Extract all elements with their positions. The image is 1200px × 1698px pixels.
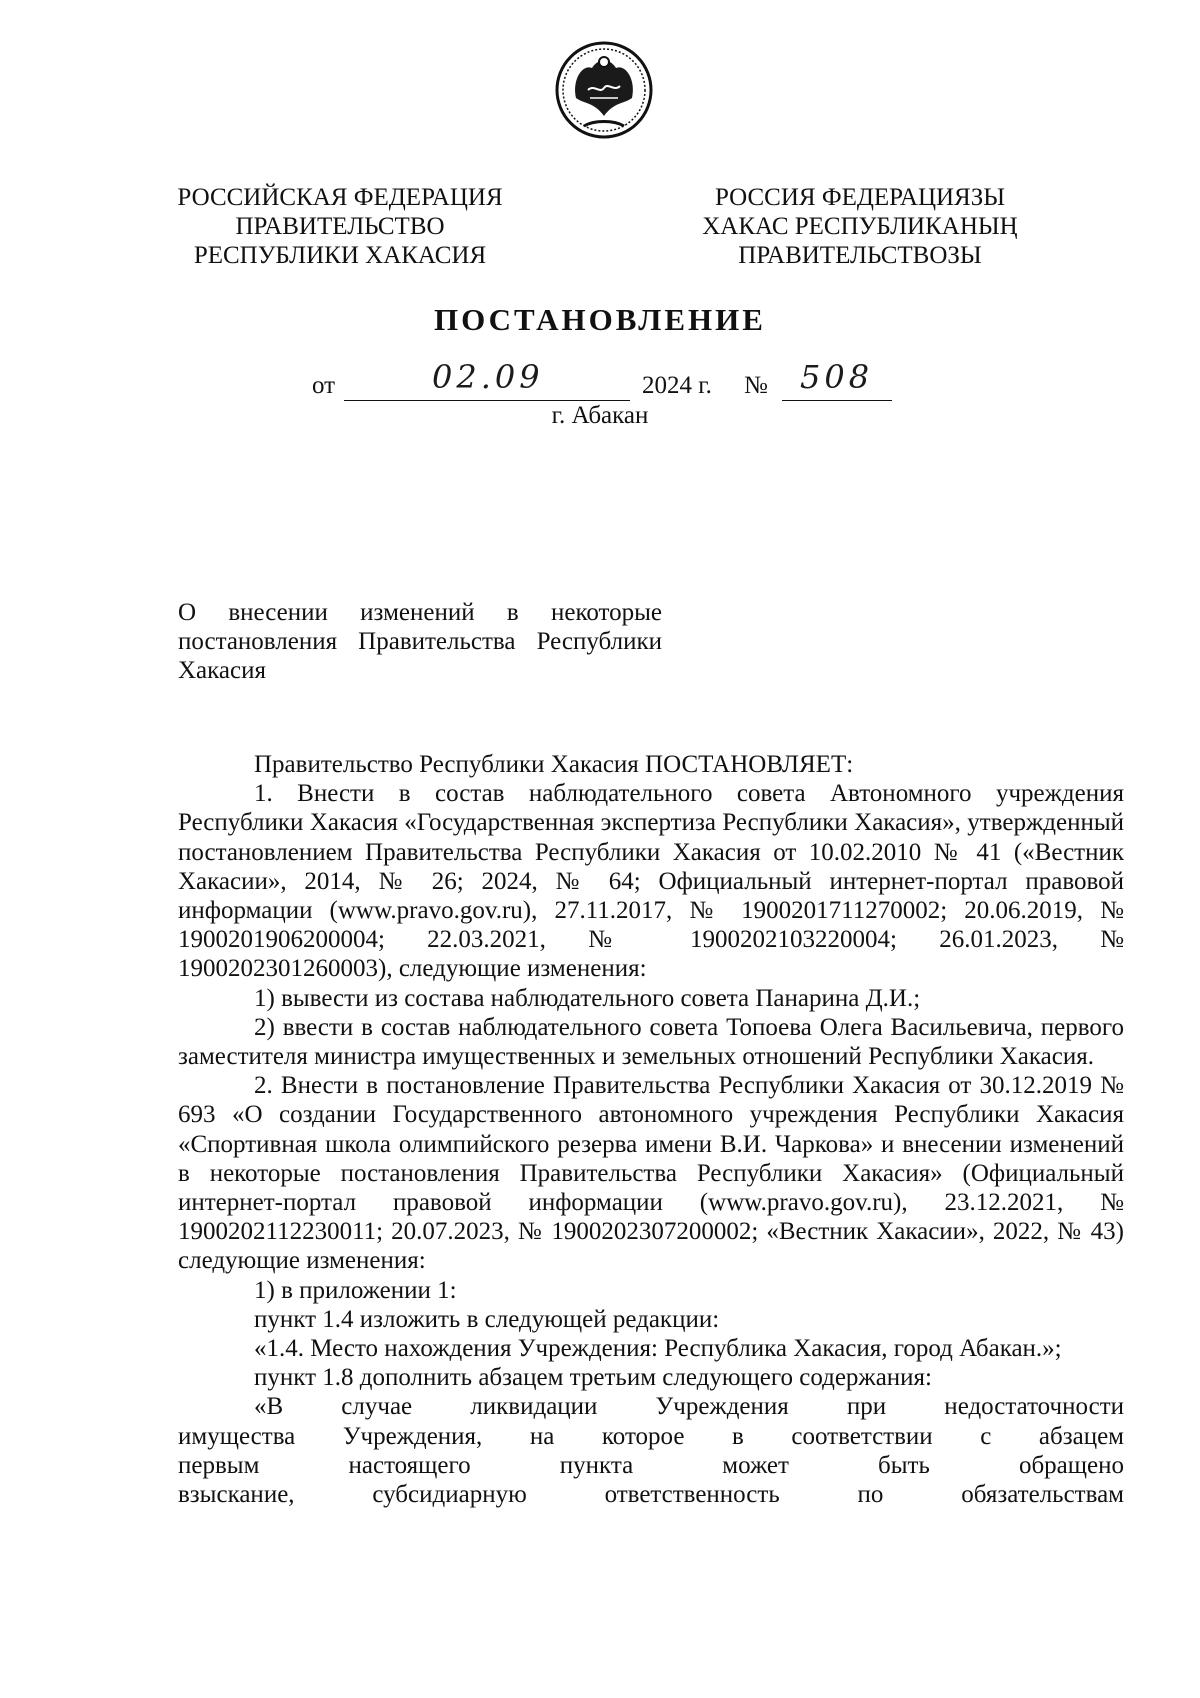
subject-line: Хакасия: [178, 657, 266, 684]
year-label: 2024 г.: [642, 372, 712, 399]
date-from-label: от: [312, 372, 336, 399]
header-left-line: РЕСПУБЛИКИ ХАКАСИЯ: [193, 242, 487, 269]
header-left: [150, 183, 530, 270]
header-right-line: ПРАВИТЕЛЬСТВОЗЫ: [738, 242, 982, 269]
number-underline: [782, 400, 892, 401]
paragraph: 2. Внести в постановление Правительства Республики Хакасия от 30.12.2019 № 693 «О создании Государственного автономного учреждения Республики Хакасия «Спортивная школа олимпийского резерва имени В.И. Чаркова» и внесении изменений в некоторые постановления Правительства Республики Хакасия» (Официальный интернет-портал правовой информации (www.pravo.gov.ru), 23.12.2021, № 1900202112230011; 20.07.2023, № 1900202307200002; «Вестник Хакасии», 2022, № 43) следующие изменения:: [178, 1072, 1124, 1275]
paragraph: 1. Внести в состав наблюдательного совета Автономного учреждения Республики Хакасия «Государственная экспертиза Республики Хакасия», утвержденный постановлением Правительства Республики Хакасия от 10.02.2010 № 41 («Вестник Хакасии», 2014, № 26; 2024, № 64; Официальный интернет-портал правовой информации (www.pravo.gov.ru), 27.11.2017, № 1900201711270002; 20.06.2019, № 1900201906200004; 22.03.2021, № 1900202103220004; 26.01.2023, № 1900202301260003), следующие изменения:: [178, 780, 1124, 983]
paragraph: 1) в приложении 1:: [254, 1276, 457, 1304]
document-subject: [178, 598, 662, 685]
city: г. Абакан: [551, 402, 649, 429]
paragraph: 2) ввести в состав наблюдательного совета Топоева Олега Васильевича, первого заместителя министра имущественных и земельных отношений Республики Хакасия.: [178, 1013, 1124, 1071]
document-body: [178, 750, 1124, 1509]
number-handwritten: 508: [800, 358, 874, 396]
coat-of-arms-icon: [554, 40, 654, 140]
paragraph: 1) вывести из состава наблюдательного совета Панарина Д.И.;: [254, 984, 921, 1012]
header-right: [670, 183, 1050, 270]
header-left-line: РОССИЙСКАЯ ФЕДЕРАЦИЯ: [177, 184, 503, 211]
paragraph: Правительство Республики Хакасия ПОСТАНОВЛЯЕТ:: [254, 751, 854, 778]
number-label: №: [744, 372, 768, 399]
paragraph: пункт 1.8 дополнить абзацем третьим следующего содержания:: [254, 1364, 932, 1392]
header-right-line: ХАКАС РЕСПУБЛИКАНЫҢ: [702, 213, 1018, 240]
paragraph: «1.4. Место нахождения Учреждения: Республика Хакасия, город Абакан.»;: [254, 1335, 1062, 1363]
paragraph-line: «В случае ликвидации Учреждения при недостаточности: [254, 1393, 1124, 1421]
subject-line: постановления Правительства Республики: [178, 628, 662, 655]
date-underline: [344, 400, 630, 401]
subject-line: О внесении изменений в некоторые: [178, 599, 662, 626]
paragraph: пункт 1.4 изложить в следующей редакции:: [254, 1305, 720, 1333]
paragraph-line: взыскание, субсидиарную ответственность по обязательствам: [178, 1481, 1124, 1509]
document-title: ПОСТАНОВЛЕНИЕ: [434, 302, 766, 337]
date-handwritten: 02.09: [432, 358, 544, 396]
header-left-line: ПРАВИТЕЛЬСТВО: [235, 213, 445, 240]
paragraph-line: первым настоящего пункта может быть обращено: [178, 1451, 1124, 1479]
paragraph-line: имущества Учреждения, на которое в соответствии с абзацем: [178, 1422, 1124, 1450]
header-right-line: РОССИЯ ФЕДЕРАЦИЯЗЫ: [714, 184, 1006, 211]
